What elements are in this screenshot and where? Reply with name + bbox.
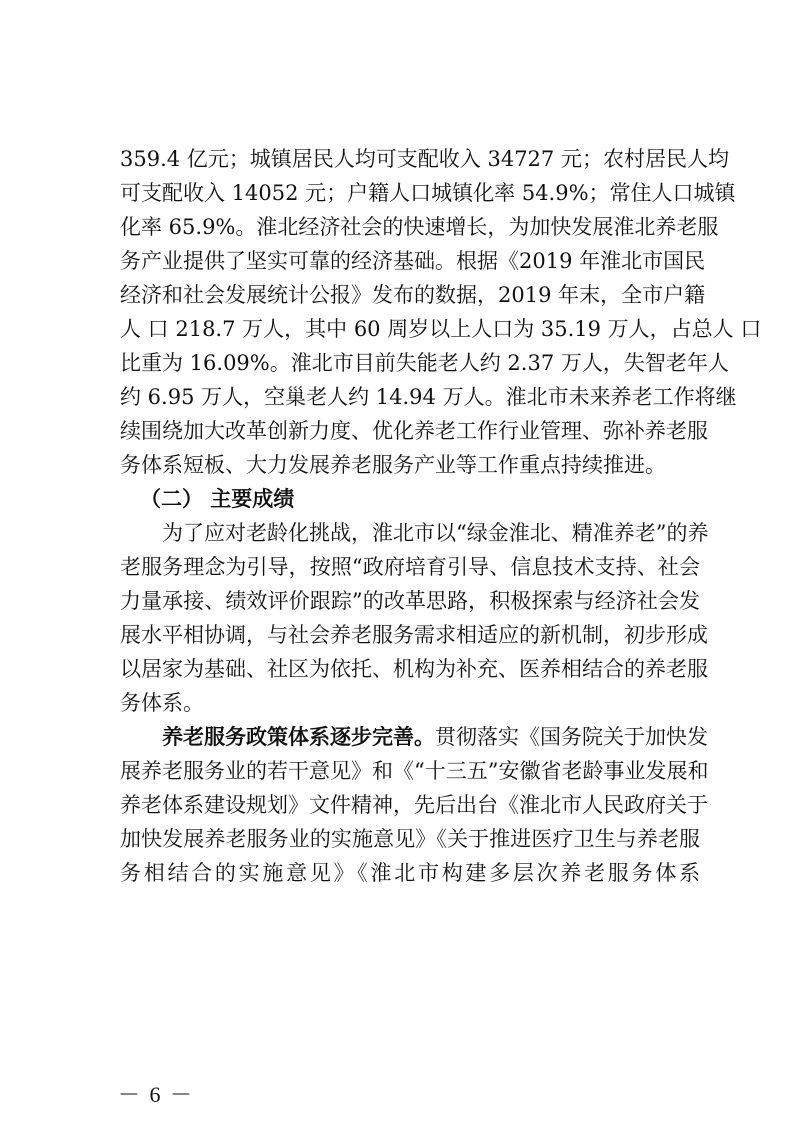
paragraph-line: 展水平相协调，与社会养老服务需求相适应的新机制，初步形成 <box>120 623 708 647</box>
paragraph-line: 约 6.95 万人，空巢老人约 14.94 万人。淮北市未来养老工作将继 <box>120 385 737 409</box>
paragraph-lead-bold: 养老服务政策体系逐步完善。 <box>162 724 435 749</box>
paragraph-line: 力量承接、绩效评价跟踪”的改革思路，积极探索与经济社会发 <box>120 589 700 613</box>
paragraph-line: 化率 65.9%。淮北经济社会的快速增长，为加快发展淮北养老服 <box>120 215 719 239</box>
paragraph-line: 展养老服务业的若干意见》和《“十三五”安徽省老龄事业发展和 <box>120 759 709 783</box>
paragraph-line: 老服务理念为引导，按照“政府培育引导、信息技术支持、社会 <box>120 555 700 579</box>
paragraph-line: 务相结合的实施意见》《淮北市构建多层次养老服务体系 <box>120 861 700 885</box>
body-text <box>120 142 762 890</box>
paragraph-line: 比重为 16.09%。淮北市目前失能老人约 2.37 万人，失智老年人 <box>120 351 729 375</box>
paragraph-line: 务产业提供了坚实可靠的经济基础。根据《2019 年淮北市国民 <box>120 249 706 273</box>
paragraph-line: 续围绕加大改革创新力度、优化养老工作行业管理、弥补养老服 <box>120 419 708 443</box>
paragraph-line <box>120 720 708 754</box>
paragraph-line: 以居家为基础、社区为依托、机构为补充、医养相结合的养老服 <box>120 657 708 681</box>
paragraph-line: 经济和社会发展统计公报》发布的数据，2019 年末，全市户籍 <box>120 283 706 307</box>
page-number: － 6 － <box>118 1082 195 1107</box>
paragraph-line: 人 口 218.7 万人，其中 60 周岁以上人口为 35.19 万人，占总人 口 <box>120 317 762 341</box>
paragraph-line: 可支配收入 14052 元；户籍人口城镇化率 54.9%；常住人口城镇 <box>120 181 736 205</box>
paragraph-line: 加快发展养老服务业的实施意见》《关于推进医疗卫生与养老服 <box>120 827 700 851</box>
section-heading: （二） 主要成绩 <box>140 486 295 511</box>
paragraph-line: 为了应对老龄化挑战，淮北市以“绿金淮北、精准养老”的养 <box>162 521 709 545</box>
paragraph-line-rest: 贯彻落实《国务院关于加快发 <box>435 725 708 749</box>
paragraph-line: 务体系短板、大力发展养老服务产业等工作重点持续推进。 <box>120 453 666 477</box>
paragraph-line: 养老体系建设规划》文件精神，先后出台《淮北市人民政府关于 <box>120 793 708 817</box>
paragraph-line: 359.4 亿元；城镇居民人均可支配收入 34727 元；农村居民人均 <box>120 147 729 171</box>
paragraph-line: 务体系。 <box>120 691 204 715</box>
